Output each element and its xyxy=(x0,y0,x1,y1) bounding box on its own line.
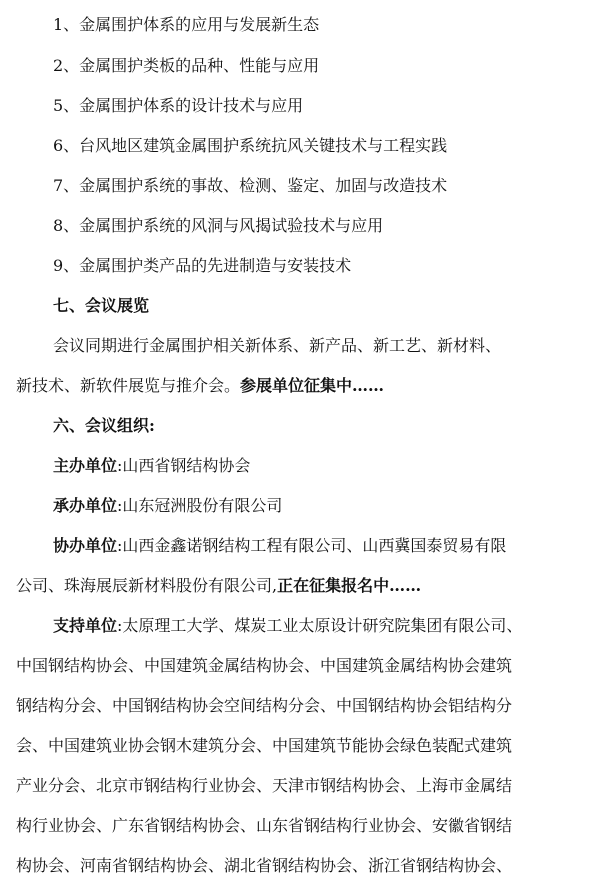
topic-item: 5、金属围护体系的设计技术与应用 xyxy=(53,96,304,115)
supporter-row xyxy=(53,616,522,636)
co-organizer-call: 正在征集报名中…… xyxy=(277,576,422,595)
co-organizer-line2 xyxy=(16,576,421,596)
supporter-line: 构行业协会、广东省钢结构协会、山东省钢结构行业协会、安徽省钢结 xyxy=(16,816,513,835)
topic-item: 7、金属围护系统的事故、检测、鉴定、加固与改造技术 xyxy=(53,176,448,195)
host-label: 主办单位 xyxy=(53,456,118,475)
co-organizer-label: 协办单位 xyxy=(53,536,118,555)
exhibitor-call: 参展单位征集中…… xyxy=(240,376,385,395)
co-organizer-text: 公司、珠海展辰新材料股份有限公司, xyxy=(16,576,278,595)
organizer-value: :山东冠洲股份有限公司 xyxy=(117,496,283,515)
topic-item: 8、金属围护系统的风洞与风揭试验技术与应用 xyxy=(53,216,384,235)
exhibition-text: 新技术、新软件展览与推介会。 xyxy=(16,376,241,395)
supporter-line: 产业分会、北京市钢结构行业协会、天津市钢结构协会、上海市金属结 xyxy=(16,776,513,795)
topic-item: 2、金属围护类板的品种、性能与应用 xyxy=(53,56,320,75)
exhibition-heading: 七、会议展览 xyxy=(53,296,150,315)
supporter-label: 支持单位 xyxy=(53,616,118,635)
topic-item: 1、金属围护体系的应用与发展新生态 xyxy=(53,15,320,34)
supporter-line: 中国钢结构协会、中国建筑金属结构协会、中国建筑金属结构协会建筑 xyxy=(16,656,513,675)
host-row xyxy=(53,456,250,476)
supporter-line: 会、中国建筑业协会钢木建筑分会、中国建筑节能协会绿色装配式建筑 xyxy=(16,736,513,755)
organizer-label: 承办单位 xyxy=(53,496,118,515)
organizer-row xyxy=(53,496,282,516)
co-organizer-row xyxy=(53,536,506,556)
exhibition-text-line1: 会议同期进行金属围护相关新体系、新产品、新工艺、新材料、 xyxy=(53,336,502,355)
topic-item: 6、台风地区建筑金属围护系统抗风关键技术与工程实践 xyxy=(53,136,448,155)
supporter-line: 钢结构分会、中国钢结构协会空间结构分会、中国钢结构协会铝结构分 xyxy=(16,696,513,715)
topic-item: 9、金属围护类产品的先进制造与安装技术 xyxy=(53,256,352,275)
supporter-line: 构协会、河南省钢结构协会、湖北省钢结构协会、浙江省钢结构协会、 xyxy=(16,856,513,875)
supporter-value: :太原理工大学、煤炭工业太原设计研究院集团有限公司、 xyxy=(117,616,523,635)
organization-heading: 六、会议组织: xyxy=(53,416,155,435)
host-value: :山西省钢结构协会 xyxy=(117,456,251,475)
exhibition-text-line2 xyxy=(16,376,384,396)
co-organizer-value: :山西金鑫诺钢结构工程有限公司、山西冀国泰贸易有限 xyxy=(117,536,507,555)
